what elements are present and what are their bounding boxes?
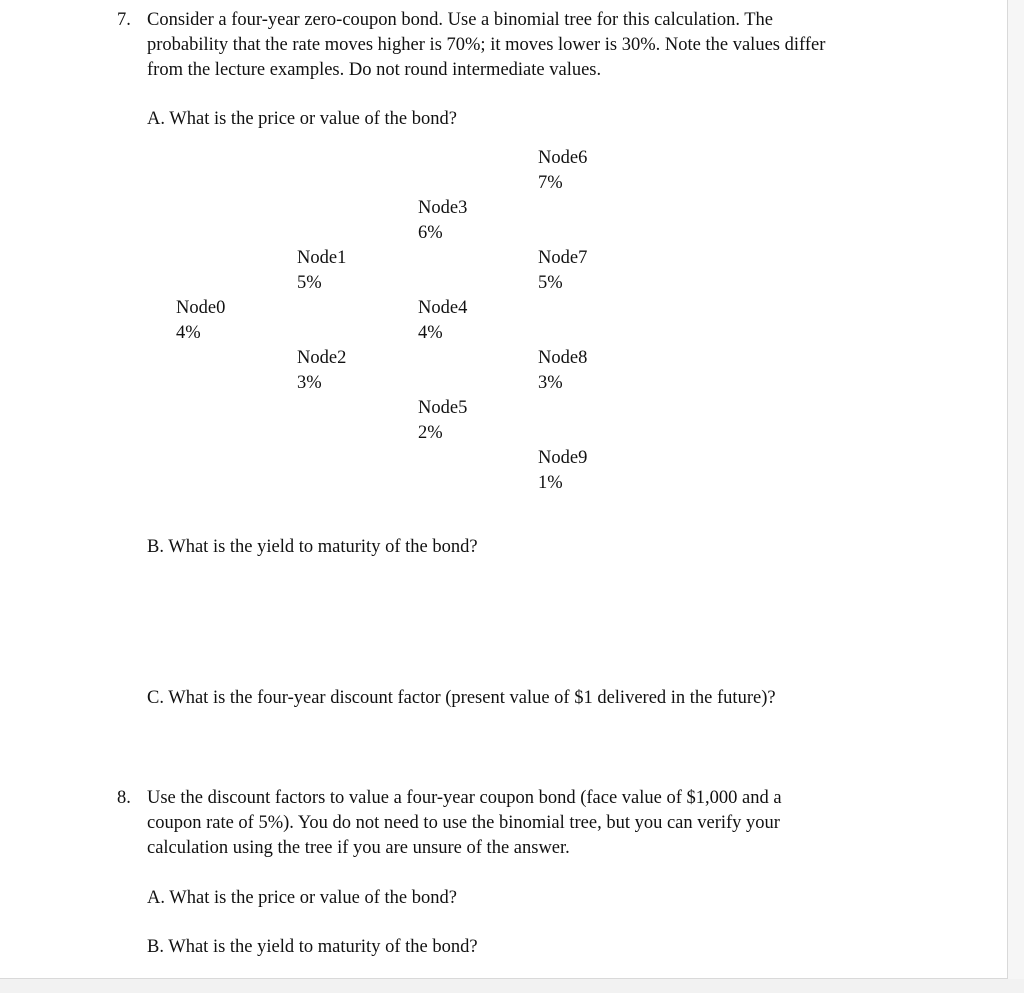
question-7a: A. What is the price or value of the bond? bbox=[147, 109, 457, 129]
node-rate: 4% bbox=[418, 323, 443, 343]
tree-node bbox=[176, 296, 225, 346]
question-7-text-line-1: Consider a four-year zero-coupon bond. Use a binomial tree for this calculation. The bbox=[147, 10, 774, 30]
node-rate: 5% bbox=[297, 273, 322, 293]
node-rate: 6% bbox=[418, 223, 443, 243]
node-label: Node2 bbox=[297, 348, 347, 368]
tree-node bbox=[418, 196, 467, 246]
node-rate: 3% bbox=[297, 373, 322, 393]
tree-node bbox=[418, 396, 467, 446]
tree-node bbox=[538, 146, 587, 196]
node-rate: 4% bbox=[176, 323, 201, 343]
question-8a: A. What is the price or value of the bond? bbox=[147, 888, 457, 908]
question-7-text-line-2: probability that the rate moves higher is 70%; it moves lower is 30%. Note the values differ bbox=[147, 35, 826, 55]
question-8-number: 8. bbox=[117, 788, 131, 808]
question-8-text-line-3: calculation using the tree if you are unsure of the answer. bbox=[147, 838, 570, 858]
node-label: Node4 bbox=[418, 298, 468, 318]
tree-node bbox=[538, 446, 587, 496]
tree-node bbox=[297, 246, 346, 296]
node-label: Node0 bbox=[176, 298, 226, 318]
node-rate: 5% bbox=[538, 273, 563, 293]
question-8b: B. What is the yield to maturity of the bond? bbox=[147, 937, 478, 957]
node-label: Node8 bbox=[538, 348, 588, 368]
node-rate: 2% bbox=[418, 423, 443, 443]
node-label: Node3 bbox=[418, 198, 468, 218]
node-label: Node1 bbox=[297, 248, 347, 268]
tree-node bbox=[538, 246, 587, 296]
tree-node bbox=[418, 296, 467, 346]
node-rate: 1% bbox=[538, 473, 563, 493]
question-7-text-line-3: from the lecture examples. Do not round intermediate values. bbox=[147, 60, 602, 80]
page-margin-bottom bbox=[0, 979, 1024, 993]
node-label: Node5 bbox=[418, 398, 468, 418]
node-label: Node6 bbox=[538, 148, 588, 168]
question-8-text-line-2: coupon rate of 5%). You do not need to use the binomial tree, but you can verify your bbox=[147, 813, 780, 833]
page-margin-right bbox=[1008, 0, 1024, 993]
question-7c: C. What is the four-year discount factor (present value of $1 delivered in the future)? bbox=[147, 688, 776, 708]
node-label: Node9 bbox=[538, 448, 588, 468]
node-rate: 7% bbox=[538, 173, 563, 193]
tree-node bbox=[538, 346, 587, 396]
node-label: Node7 bbox=[538, 248, 588, 268]
question-7b: B. What is the yield to maturity of the bond? bbox=[147, 537, 478, 557]
node-rate: 3% bbox=[538, 373, 563, 393]
question-7-number: 7. bbox=[117, 10, 131, 30]
question-8-text-line-1: Use the discount factors to value a four-year coupon bond (face value of $1,000 and a bbox=[147, 788, 782, 808]
tree-node bbox=[297, 346, 346, 396]
